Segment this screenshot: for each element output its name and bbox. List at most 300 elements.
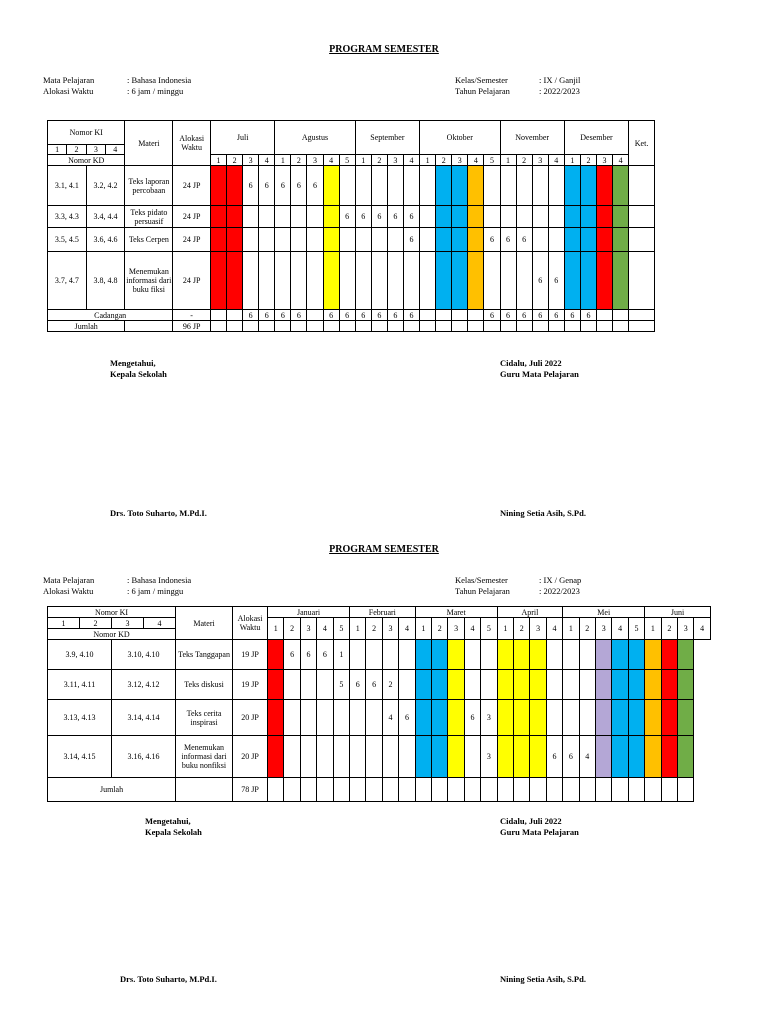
- alokasi-cell: 19 JP: [233, 670, 268, 700]
- alokasi-cell: 24 JP: [173, 166, 211, 206]
- schedule-cell: [464, 736, 480, 778]
- month-header: September: [355, 121, 419, 155]
- schedule-cell: 3: [481, 736, 497, 778]
- month-header: November: [500, 121, 564, 155]
- schedule-cell: 4: [382, 700, 398, 736]
- schedule-cell: [579, 778, 595, 802]
- schedule-cell: [514, 778, 530, 802]
- month-header: Februari: [350, 607, 416, 618]
- alokasi-cell: 24 JP: [173, 252, 211, 310]
- schedule-cell: [532, 228, 548, 252]
- schedule-cell: [497, 778, 513, 802]
- schedule-cell: [464, 778, 480, 802]
- sign-left-line1: Mengetahui,: [110, 358, 156, 368]
- schedule-cell: [484, 321, 500, 332]
- schedule-cell: 6: [259, 310, 275, 321]
- week-number: 3: [300, 618, 316, 640]
- schedule-cell: [243, 321, 259, 332]
- schedule-cell: [291, 252, 307, 310]
- kd-cell: 3.6, 4.6: [86, 228, 125, 252]
- schedule-cell: 6: [580, 310, 596, 321]
- sign-right-line1: Cidalu, Juli 2022: [500, 358, 562, 368]
- schedule-cell: 6: [307, 166, 323, 206]
- tahun-value: : 2022/2023: [539, 86, 580, 96]
- schedule-cell: [275, 206, 291, 228]
- week-number: 5: [339, 155, 355, 166]
- schedule-cell: [500, 206, 516, 228]
- schedule-cell: [436, 310, 452, 321]
- schedule-cell: [355, 166, 371, 206]
- schedule-cell: [307, 206, 323, 228]
- schedule-color-cell: [678, 736, 694, 778]
- schedule-cell: [350, 640, 366, 670]
- schedule-cell: 6: [300, 640, 316, 670]
- schedule-cell: [563, 778, 579, 802]
- cadangan-label: Cadangan: [48, 310, 173, 321]
- schedule-color-cell: [323, 206, 339, 228]
- week-number: 4: [399, 618, 415, 640]
- schedule-color-cell: [645, 700, 661, 736]
- schedule-color-cell: [436, 252, 452, 310]
- schedule-cell: [371, 228, 387, 252]
- schedule-color-cell: [596, 670, 612, 700]
- schedule-cell: 6: [259, 166, 275, 206]
- schedule-color-cell: [415, 736, 431, 778]
- schedule-cell: [613, 321, 629, 332]
- schedule-cell: [300, 736, 316, 778]
- week-number: 3: [448, 618, 464, 640]
- schedule-cell: [333, 736, 349, 778]
- table-row: [48, 640, 711, 670]
- schedule-cell: 6: [403, 228, 419, 252]
- week-number: 3: [452, 155, 468, 166]
- schedule-cell: [300, 700, 316, 736]
- nomor-kd-header: Nomor KD: [48, 155, 125, 166]
- kd-cell: 3.10, 4.10: [112, 640, 176, 670]
- schedule-color-cell: [452, 228, 468, 252]
- schedule-color-cell: [436, 166, 452, 206]
- schedule-cell: 6: [284, 640, 300, 670]
- schedule-color-cell: [514, 700, 530, 736]
- ket-cell: [629, 206, 655, 228]
- schedule-color-cell: [530, 736, 546, 778]
- schedule-cell: [317, 736, 333, 778]
- schedule-cell: [355, 321, 371, 332]
- schedule-cell: [563, 700, 579, 736]
- schedule-cell: 6: [403, 206, 419, 228]
- schedule-color-cell: [448, 700, 464, 736]
- schedule-cell: [532, 321, 548, 332]
- schedule-cell: [500, 166, 516, 206]
- schedule-cell: [323, 321, 339, 332]
- kelas-value: : IX / Genap: [539, 575, 582, 585]
- ki-number: 2: [80, 618, 112, 629]
- schedule-cell: [268, 778, 284, 802]
- page-title: PROGRAM SEMESTER: [329, 44, 439, 55]
- schedule-cell: [548, 321, 564, 332]
- schedule-color-cell: [436, 206, 452, 228]
- schedule-color-cell: [678, 700, 694, 736]
- tahun-label: Tahun Pelajaran: [455, 86, 510, 96]
- headmaster-name: Drs. Toto Suharto, M.Pd.I.: [120, 974, 217, 984]
- schedule-cell: 6: [323, 310, 339, 321]
- schedule-cell: [210, 310, 226, 321]
- alokasi-cell: 24 JP: [173, 206, 211, 228]
- schedule-cell: [382, 736, 398, 778]
- schedule-cell: 6: [403, 310, 419, 321]
- schedule-cell: 6: [243, 166, 259, 206]
- schedule-cell: [452, 321, 468, 332]
- tahun-label: Tahun Pelajaran: [455, 586, 510, 596]
- schedule-color-cell: [415, 670, 431, 700]
- mapel-label: Mata Pelajaran: [43, 575, 95, 585]
- schedule-cell: 6: [548, 310, 564, 321]
- schedule-cell: [645, 778, 661, 802]
- schedule-cell: 6: [371, 310, 387, 321]
- week-number: 2: [661, 618, 677, 640]
- schedule-color-cell: [613, 228, 629, 252]
- table-row: [48, 206, 655, 228]
- week-number: 2: [514, 618, 530, 640]
- schedule-color-cell: [210, 166, 226, 206]
- month-header: Mei: [563, 607, 645, 618]
- schedule-cell: [284, 778, 300, 802]
- kd-cell: 3.5, 4.5: [48, 228, 87, 252]
- schedule-color-cell: [268, 736, 284, 778]
- schedule-cell: [516, 252, 532, 310]
- schedule-cell: [300, 670, 316, 700]
- schedule-cell: 6: [275, 310, 291, 321]
- materi-cell: Teks Cerpen: [125, 228, 173, 252]
- schedule-cell: [579, 640, 595, 670]
- kd-cell: 3.13, 4.13: [48, 700, 112, 736]
- month-header: Oktober: [420, 121, 500, 155]
- schedule-cell: [259, 321, 275, 332]
- alokasi-value: : 6 jam / minggu: [127, 86, 184, 96]
- sign-right-line2: Guru Mata Pelajaran: [500, 369, 579, 379]
- schedule-cell: [612, 778, 628, 802]
- sign-left-line2: Kepala Sekolah: [145, 827, 202, 837]
- kd-cell: 3.8, 4.8: [86, 252, 125, 310]
- schedule-cell: [399, 670, 415, 700]
- schedule-cell: 6: [387, 206, 403, 228]
- schedule-cell: [516, 321, 532, 332]
- week-number: 3: [387, 155, 403, 166]
- schedule-cell: [275, 228, 291, 252]
- schedule-cell: 5: [333, 670, 349, 700]
- schedule-cell: [227, 310, 243, 321]
- info-right: [455, 75, 580, 97]
- schedule-color-cell: [514, 640, 530, 670]
- week-number: 3: [678, 618, 694, 640]
- schedule-color-cell: [227, 228, 243, 252]
- sign-right-line1: Cidalu, Juli 2022: [500, 816, 562, 826]
- week-number: 3: [382, 618, 398, 640]
- ki-number: 3: [86, 145, 105, 155]
- schedule-cell: [275, 321, 291, 332]
- schedule-cell: [452, 310, 468, 321]
- schedule-cell: [613, 310, 629, 321]
- schedule-color-cell: [628, 736, 644, 778]
- empty-cell: [176, 778, 233, 802]
- week-number: 4: [259, 155, 275, 166]
- schedule-cell: [371, 166, 387, 206]
- schedule-cell: [339, 228, 355, 252]
- schedule-cell: [661, 778, 677, 802]
- schedule-cell: [284, 700, 300, 736]
- schedule-cell: [432, 778, 448, 802]
- schedule-color-cell: [564, 166, 580, 206]
- schedule-cell: [366, 640, 382, 670]
- headmaster-name: Drs. Toto Suharto, M.Pd.I.: [110, 508, 207, 518]
- page-title: PROGRAM SEMESTER: [329, 544, 439, 555]
- ki-number: 3: [112, 618, 144, 629]
- schedule-color-cell: [661, 700, 677, 736]
- schedule-cell: [596, 310, 612, 321]
- month-header: Januari: [268, 607, 350, 618]
- schedule-cell: [387, 252, 403, 310]
- schedule-color-cell: [227, 252, 243, 310]
- schedule-cell: [420, 166, 436, 206]
- week-number: 2: [284, 618, 300, 640]
- week-number: 5: [628, 618, 644, 640]
- schedule-cell: [210, 321, 226, 332]
- schedule-color-cell: [612, 640, 628, 670]
- materi-cell: Menemukan informasi dari buku nonfiksi: [176, 736, 233, 778]
- materi-cell: Teks pidato persuasif: [125, 206, 173, 228]
- empty-cell: [125, 321, 173, 332]
- schedule-cell: 6: [275, 166, 291, 206]
- schedule-cell: [548, 166, 564, 206]
- schedule-cell: [387, 321, 403, 332]
- week-number: 4: [546, 618, 562, 640]
- schedule-color-cell: [436, 228, 452, 252]
- schedule-color-cell: [210, 252, 226, 310]
- schedule-color-cell: [580, 252, 596, 310]
- week-number: 2: [366, 618, 382, 640]
- schedule-cell: [481, 670, 497, 700]
- schedule-cell: 6: [339, 310, 355, 321]
- schedule-color-cell: [448, 736, 464, 778]
- schedule-cell: 6: [564, 310, 580, 321]
- schedule-cell: [317, 670, 333, 700]
- schedule-color-cell: [530, 670, 546, 700]
- schedule-cell: [284, 670, 300, 700]
- schedule-color-cell: [564, 206, 580, 228]
- schedule-cell: [371, 321, 387, 332]
- schedule-cell: [284, 736, 300, 778]
- week-number: 2: [516, 155, 532, 166]
- schedule-color-cell: [530, 700, 546, 736]
- sign-left: [145, 816, 202, 838]
- month-header: Juli: [210, 121, 274, 155]
- jumlah-label: Jumlah: [48, 321, 125, 332]
- week-number: 1: [645, 618, 661, 640]
- schedule-color-cell: [452, 206, 468, 228]
- week-number: 3: [530, 618, 546, 640]
- info-right: [455, 575, 581, 597]
- schedule-cell: [481, 640, 497, 670]
- schedule-color-cell: [432, 640, 448, 670]
- schedule-color-cell: [448, 670, 464, 700]
- week-number: 3: [596, 618, 612, 640]
- schedule-color-cell: [497, 700, 513, 736]
- schedule-cell: [596, 321, 612, 332]
- schedule-cell: [227, 321, 243, 332]
- schedule-color-cell: [580, 206, 596, 228]
- schedule-cell: 6: [516, 310, 532, 321]
- table-row: [48, 166, 655, 206]
- week-number: 4: [403, 155, 419, 166]
- schedule-cell: [546, 700, 562, 736]
- schedule-cell: 6: [355, 206, 371, 228]
- week-number: 4: [613, 155, 629, 166]
- materi-header: Materi: [125, 121, 173, 166]
- jumlah-row: [48, 321, 655, 332]
- schedule-color-cell: [514, 670, 530, 700]
- schedule-cell: [333, 700, 349, 736]
- schedule-color-cell: [323, 252, 339, 310]
- schedule-cell: [546, 640, 562, 670]
- schedule-cell: [403, 166, 419, 206]
- week-number: 2: [291, 155, 307, 166]
- sign-left-line1: Mengetahui,: [145, 816, 191, 826]
- info-left: [43, 575, 191, 597]
- schedule-color-cell: [227, 166, 243, 206]
- cadangan-alokasi: -: [173, 310, 211, 321]
- table-row: [48, 736, 711, 778]
- schedule-cell: [484, 252, 500, 310]
- materi-cell: Menemukan informasi dari buku fiksi: [125, 252, 173, 310]
- kd-cell: 3.9, 4.10: [48, 640, 112, 670]
- schedule-color-cell: [645, 640, 661, 670]
- schedule-cell: 6: [371, 206, 387, 228]
- semester-genap: [0, 530, 768, 1024]
- schedule-cell: [468, 310, 484, 321]
- schedule-color-cell: [628, 640, 644, 670]
- schedule-cell: [366, 736, 382, 778]
- schedule-cell: [628, 778, 644, 802]
- schedule-cell: [629, 321, 655, 332]
- nomor-kd-header: Nomor KD: [48, 629, 176, 640]
- schedule-cell: [307, 321, 323, 332]
- table-row: [48, 228, 655, 252]
- week-number: 3: [532, 155, 548, 166]
- teacher-name: Nining Setia Asih, S.Pd.: [500, 974, 586, 984]
- schedule-color-cell: [596, 228, 612, 252]
- week-number: 4: [548, 155, 564, 166]
- schedule-cell: [382, 778, 398, 802]
- sign-left-line2: Kepala Sekolah: [110, 369, 167, 379]
- schedule-color-cell: [530, 640, 546, 670]
- schedule-cell: 6: [366, 670, 382, 700]
- week-number: 1: [563, 618, 579, 640]
- week-number: 1: [415, 618, 431, 640]
- schedule-cell: [464, 640, 480, 670]
- week-number: 4: [694, 618, 710, 640]
- schedule-cell: [420, 252, 436, 310]
- schedule-cell: 6: [339, 206, 355, 228]
- week-number: 1: [350, 618, 366, 640]
- month-header: April: [497, 607, 563, 618]
- schedule-color-cell: [678, 640, 694, 670]
- kelas-label: Kelas/Semester: [455, 75, 508, 85]
- schedule-color-cell: [596, 736, 612, 778]
- schedule-cell: [530, 778, 546, 802]
- schedule-cell: [448, 778, 464, 802]
- nomor-ki-header: Nomor KI: [48, 121, 125, 145]
- week-number: 4: [323, 155, 339, 166]
- week-number: 3: [596, 155, 612, 166]
- schedule-color-cell: [612, 670, 628, 700]
- alokasi-header: Alokasi Waktu: [173, 121, 211, 166]
- schedule-color-cell: [612, 700, 628, 736]
- schedule-cell: [307, 310, 323, 321]
- ki-number: 4: [144, 618, 176, 629]
- week-number: 2: [227, 155, 243, 166]
- schedule-color-cell: [468, 166, 484, 206]
- materi-cell: Teks Tanggapan: [176, 640, 233, 670]
- schedule-cell: [300, 778, 316, 802]
- schedule-color-cell: [628, 700, 644, 736]
- schedule-cell: 6: [387, 310, 403, 321]
- schedule-cell: 6: [355, 310, 371, 321]
- week-number: 2: [436, 155, 452, 166]
- schedule-cell: 6: [500, 228, 516, 252]
- schedule-color-cell: [628, 670, 644, 700]
- schedule-color-cell: [596, 640, 612, 670]
- schedule-cell: [500, 252, 516, 310]
- kelas-value: : IX / Ganjil: [539, 75, 581, 85]
- schedule-color-cell: [468, 252, 484, 310]
- schedule-cell: [484, 166, 500, 206]
- schedule-cell: [275, 252, 291, 310]
- schedule-cell: 2: [382, 670, 398, 700]
- schedule-cell: [317, 700, 333, 736]
- schedule-cell: [500, 321, 516, 332]
- schedule-cell: 6: [399, 700, 415, 736]
- ket-cell: [629, 166, 655, 206]
- alokasi-cell: 19 JP: [233, 640, 268, 670]
- schedule-cell: 6: [500, 310, 516, 321]
- mapel-label: Mata Pelajaran: [43, 75, 95, 85]
- kelas-label: Kelas/Semester: [455, 575, 508, 585]
- schedule-cell: [420, 321, 436, 332]
- week-number: 2: [580, 155, 596, 166]
- schedule-cell: [399, 736, 415, 778]
- teacher-name: Nining Setia Asih, S.Pd.: [500, 508, 586, 518]
- schedule-cell: 3: [481, 700, 497, 736]
- schedule-cell: [399, 640, 415, 670]
- semester-table: [47, 120, 655, 332]
- week-number: 4: [317, 618, 333, 640]
- schedule-cell: [307, 252, 323, 310]
- week-number: 1: [275, 155, 291, 166]
- schedule-cell: [355, 228, 371, 252]
- schedule-cell: [403, 321, 419, 332]
- alokasi-cell: 20 JP: [233, 736, 268, 778]
- schedule-color-cell: [497, 670, 513, 700]
- schedule-cell: [516, 166, 532, 206]
- schedule-cell: [339, 252, 355, 310]
- kd-cell: 3.4, 4.4: [86, 206, 125, 228]
- schedule-cell: [382, 640, 398, 670]
- week-number: 1: [210, 155, 226, 166]
- schedule-cell: [371, 252, 387, 310]
- sign-right: [500, 816, 579, 838]
- schedule-cell: 6: [243, 310, 259, 321]
- schedule-cell: 6: [484, 228, 500, 252]
